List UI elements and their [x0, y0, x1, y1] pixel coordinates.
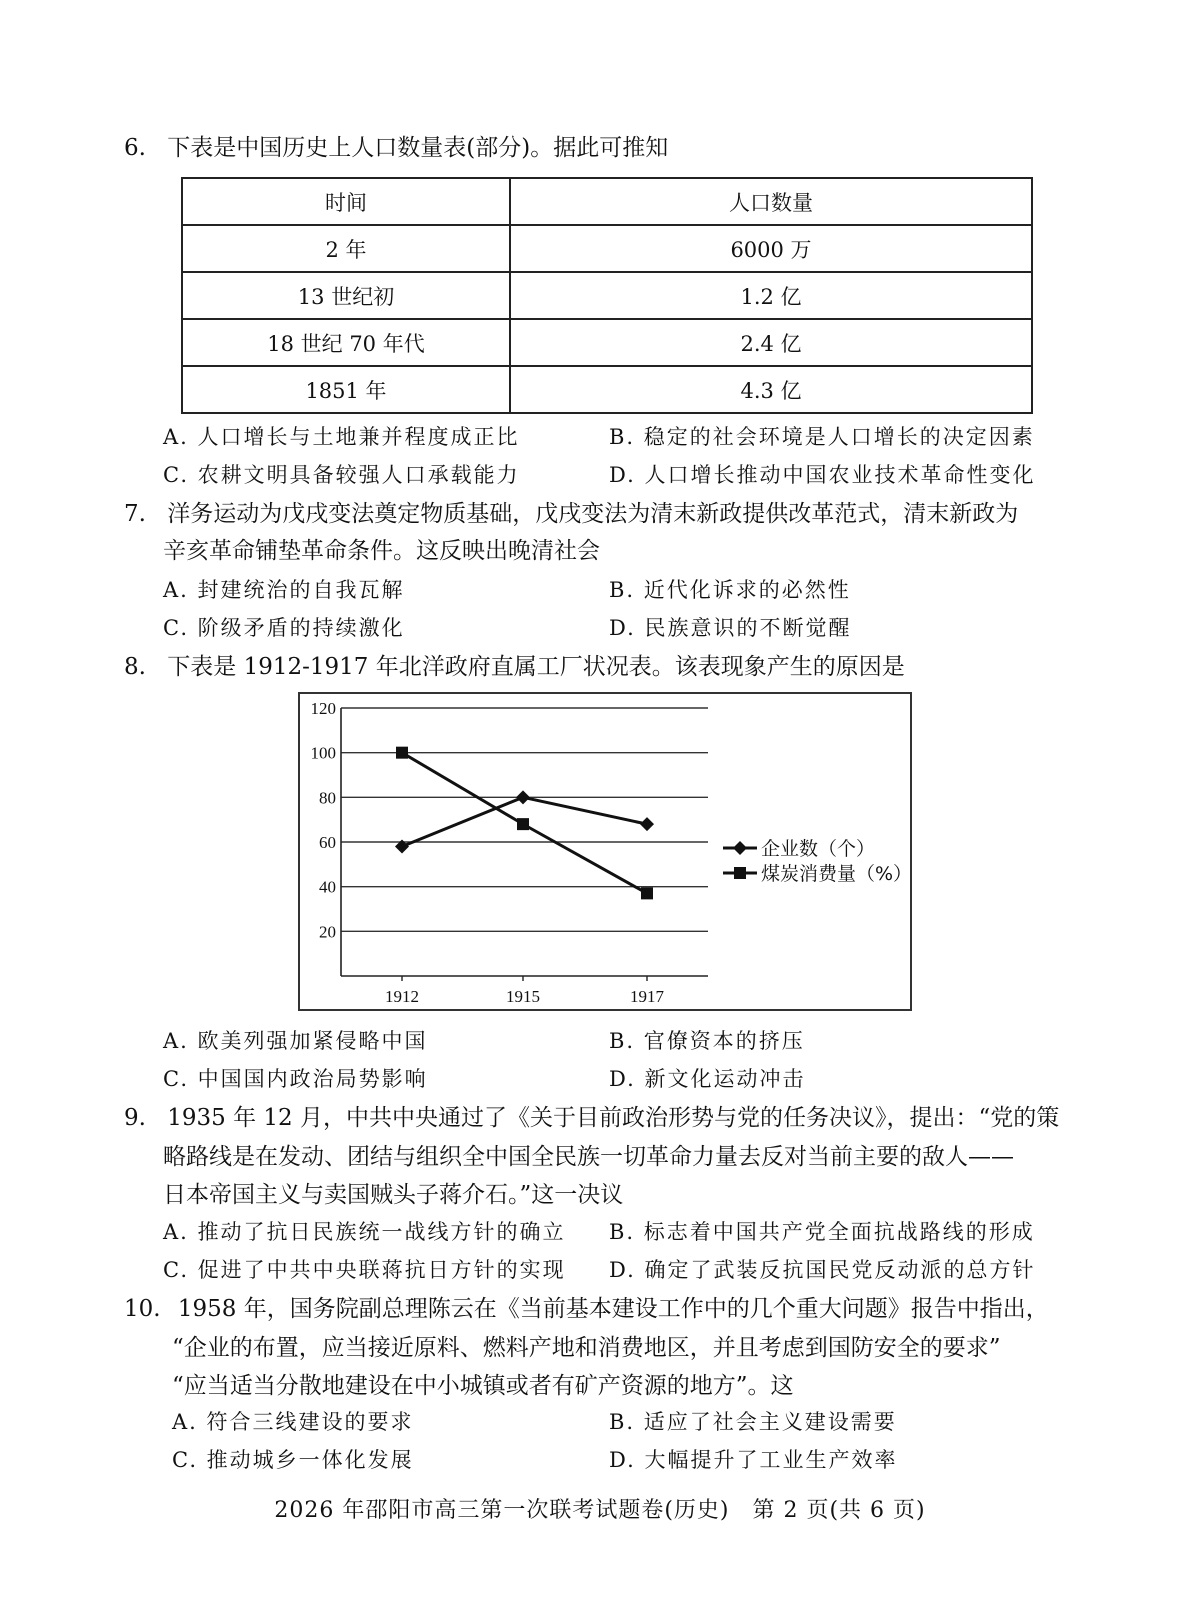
question-7-stem-line2: 辛亥革命铺垫革命条件。这反映出晚清社会	[163, 538, 600, 564]
question-10-stem-line3: “应当适当分散地建设在中小城镇或者有矿产资源的地方”。这	[172, 1373, 794, 1399]
table-row	[182, 225, 1032, 272]
legend-marker-diamond	[733, 841, 747, 855]
option-6d[interactable]: D. 人口增长推动中国农业技术革命性变化	[609, 463, 1036, 487]
table-row	[182, 319, 1032, 366]
question-9-stem: 9. 1935 年 12 月，中共中央通过了《关于目前政治形势与党的任务决议》，提出：“党的策	[124, 1105, 1060, 1131]
question-9-stem-line2: 略路线是在发动、团结与组织全中国全民族一切革命力量去反对当前主要的敌人——	[163, 1144, 1014, 1170]
question-9-stem-line3: 日本帝国主义与卖国贼头子蒋介石。”这一决议	[163, 1182, 624, 1208]
table-header-row	[182, 178, 1032, 225]
data-point-square	[517, 818, 529, 830]
option-10a[interactable]: A. 符合三线建设的要求	[172, 1410, 414, 1434]
question-10-stem: 10. 1958 年，国务院副总理陈云在《当前基本建设工作中的几个重大问题》报告中指出，	[124, 1296, 1049, 1322]
table-cell: 18 世纪 70 年代	[182, 319, 510, 366]
x-tick-label: 1912	[385, 987, 419, 1006]
option-6c[interactable]: C. 农耕文明具备较强人口承载能力	[163, 463, 520, 487]
legend-label: 煤炭消费量（%）	[761, 863, 912, 885]
option-7a[interactable]: A. 封建统治的自我瓦解	[163, 578, 405, 602]
option-9a[interactable]: A. 推动了抗日民族统一战线方针的确立	[163, 1220, 566, 1244]
option-8c[interactable]: C. 中国国内政治局势影响	[163, 1067, 428, 1091]
y-tick-label: 80	[319, 788, 336, 808]
table-cell: 2 年	[182, 225, 510, 272]
legend-marker-square	[734, 867, 746, 879]
page-footer: 2026 年邵阳市高三第一次联考试题卷(历史) 第 2 页(共 6 页)	[274, 1498, 926, 1523]
x-tick-label: 1917	[630, 987, 664, 1006]
data-point-diamond	[640, 817, 654, 831]
option-6b[interactable]: B. 稳定的社会环境是人口增长的决定因素	[609, 425, 1035, 449]
data-point-square	[396, 747, 408, 759]
table-header-cell: 时间	[182, 178, 510, 225]
y-tick-label: 60	[319, 833, 336, 852]
option-9c[interactable]: C. 促进了中共中央联蒋抗日方针的实现	[163, 1258, 566, 1282]
option-10c[interactable]: C. 推动城乡一体化发展	[172, 1448, 414, 1472]
option-8a[interactable]: A. 欧美列强加紧侵略中国	[163, 1029, 428, 1053]
y-tick-label: 120	[310, 699, 336, 718]
option-7b[interactable]: B. 近代化诉求的必然性	[609, 578, 851, 602]
option-7d[interactable]: D. 民族意识的不断觉醒	[609, 616, 852, 640]
table-row	[182, 366, 1032, 413]
option-9b[interactable]: B. 标志着中国共产党全面抗战路线的形成	[609, 1220, 1035, 1244]
table-cell: 4.3 亿	[510, 366, 1032, 413]
table-cell: 6000 万	[510, 225, 1032, 272]
data-point-diamond	[516, 790, 530, 804]
option-8d[interactable]: D. 新文化运动冲击	[609, 1067, 806, 1091]
population-table	[181, 177, 1033, 414]
option-6a[interactable]: A. 人口增长与土地兼并程度成正比	[163, 425, 520, 449]
table-cell: 1.2 亿	[510, 272, 1032, 319]
option-7c[interactable]: C. 阶级矛盾的持续激化	[163, 616, 405, 640]
table-cell: 2.4 亿	[510, 319, 1032, 366]
y-tick-label: 100	[310, 743, 336, 763]
x-tick-label: 1915	[506, 987, 540, 1006]
y-tick-label: 40	[319, 877, 336, 897]
table-row	[182, 272, 1032, 319]
table-cell: 13 世纪初	[182, 272, 510, 319]
question-6-stem: 6. 下表是中国历史上人口数量表(部分)。据此可推知	[124, 135, 669, 161]
question-7-stem: 7. 洋务运动为戊戌变法奠定物质基础，戊戌变法为清末新政提供改革范式，清末新政为	[124, 501, 1019, 527]
option-9d[interactable]: D. 确定了武装反抗国民党反动派的总方针	[609, 1258, 1036, 1282]
y-tick-label: 20	[319, 922, 336, 942]
table-header-cell: 人口数量	[510, 178, 1032, 225]
table-cell: 1851 年	[182, 366, 510, 413]
factory-line-chart	[298, 692, 912, 1011]
legend-label: 企业数（个）	[761, 838, 876, 860]
question-8-stem: 8. 下表是 1912-1917 年北洋政府直属工厂状况表。该表现象产生的原因是	[124, 654, 905, 680]
question-10-stem-line2: “企业的布置，应当接近原料、燃料产地和消费地区，并且考虑到国防安全的要求”	[172, 1335, 1001, 1361]
option-10d[interactable]: D. 大幅提升了工业生产效率	[609, 1448, 898, 1472]
option-10b[interactable]: B. 适应了社会主义建设需要	[609, 1410, 897, 1434]
data-point-square	[641, 887, 653, 899]
option-8b[interactable]: B. 官僚资本的挤压	[609, 1029, 805, 1053]
